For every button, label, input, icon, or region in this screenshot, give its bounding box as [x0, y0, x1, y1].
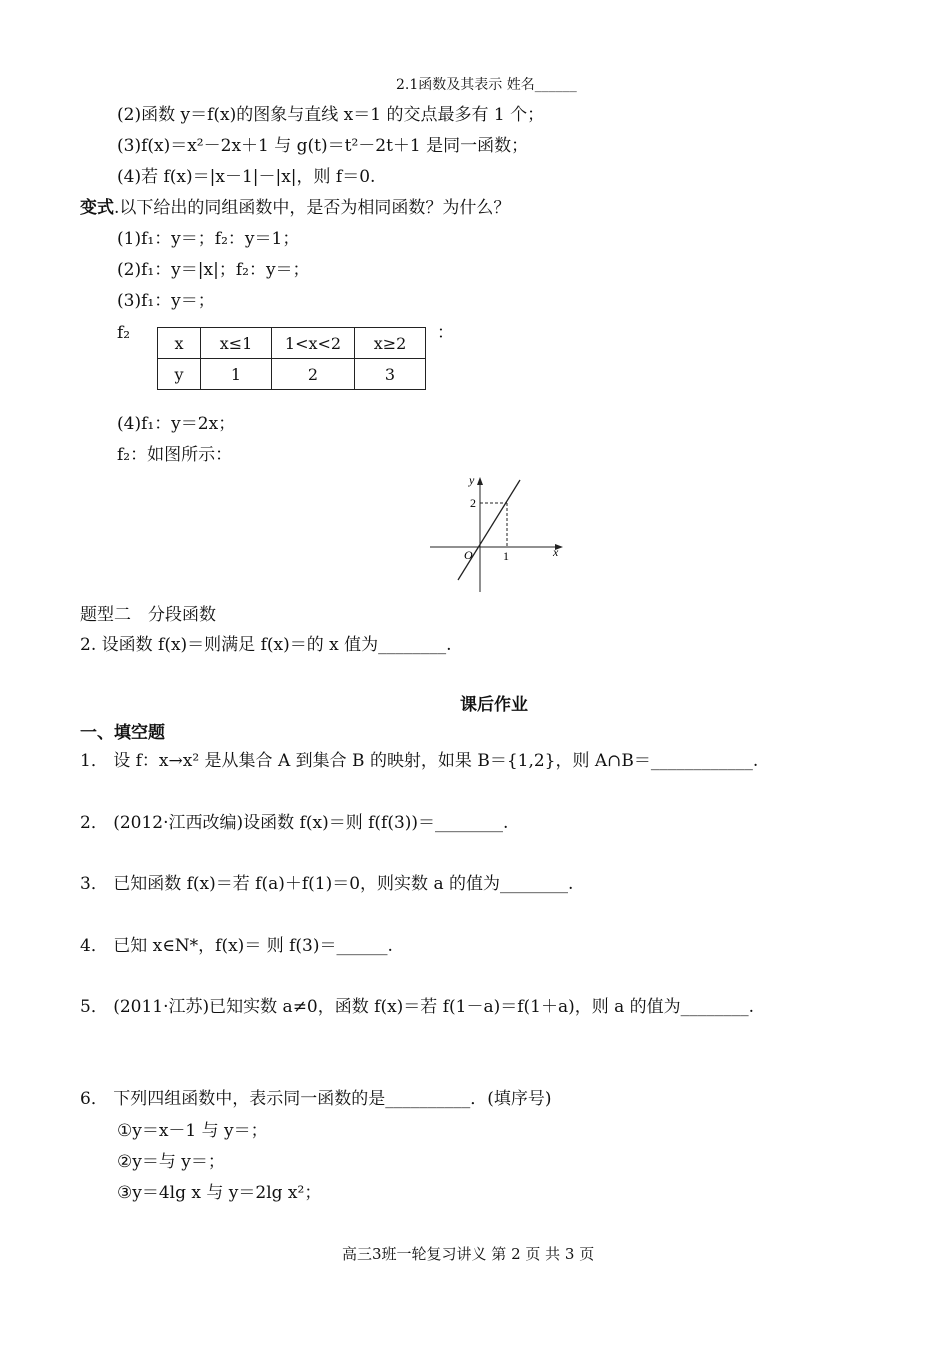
homework-question-2: 2． (2012·江西改编)设函数 f(x)＝则 f(f(3))＝________.	[80, 813, 509, 833]
function-line	[458, 480, 520, 580]
statement-2: (2)函数 y＝f(x)的图象与直线 x＝1 的交点最多有 1 个；	[117, 105, 545, 125]
variant-item-2: (2)f₁：y＝|x|；f₂：y＝；	[117, 260, 310, 280]
variant-item-4: (4)f₁：y＝2x；	[117, 414, 236, 434]
section-heading-type2: 题型二 分段函数	[80, 605, 216, 625]
y-axis-label: y	[469, 473, 475, 487]
option-3: ③y＝4lg x 与 y＝2lg x²；	[117, 1183, 322, 1203]
table-cell: x≤1	[201, 328, 272, 359]
homework-question-5: 5． (2011·江苏)已知实数 a≠0，函数 f(x)＝若 f(1－a)＝f(1＋a)，则 a 的值为________.	[80, 997, 755, 1017]
option-1: ①y＝x－1 与 y＝；	[117, 1121, 268, 1141]
homework-question-3: 3． 已知函数 f(x)＝若 f(a)＋f(1)＝0，则实数 a 的值为________.	[80, 874, 574, 894]
page-header: 2.1函数及其表示 姓名______	[396, 77, 577, 93]
section-fill-blank: 一、填空题	[80, 723, 165, 743]
variant-item-4-f2: f₂：如图所示：	[117, 445, 233, 465]
variant-item-1: (1)f₁：y＝；f₂：y＝1；	[117, 229, 300, 249]
table-cell: 3	[355, 359, 426, 390]
homework-question-4: 4． 已知 x∈N*，f(x)＝ 则 f(3)＝______.	[80, 936, 393, 956]
variant-text: .以下给出的同组函数中，是否为相同函数？为什么？	[114, 198, 511, 218]
table-colon: ：	[437, 323, 454, 343]
table-cell: x≥2	[355, 328, 426, 359]
function-graph	[430, 472, 570, 597]
x-axis-label: x	[553, 545, 559, 559]
page-footer: 高三3班一轮复习讲义 第 2 页 共 3 页	[342, 1245, 595, 1263]
option-2: ②y＝与 y＝；	[117, 1152, 225, 1172]
y-axis-arrow-icon	[477, 477, 483, 485]
variant-question	[80, 197, 510, 219]
f2-label: f₂	[117, 323, 131, 343]
variant-item-3: (3)f₁：y＝；	[117, 291, 215, 311]
homework-question-1: 1． 设 f：x→x² 是从集合 A 到集合 B 的映射，如果 B＝{1,2}，则 A∩B＝____________.	[80, 751, 759, 771]
table-cell: y	[158, 359, 201, 390]
table-row	[158, 328, 426, 359]
table-cell: x	[158, 328, 201, 359]
homework-question-6: 6． 下列四组函数中，表示同一函数的是__________．(填序号)	[80, 1089, 552, 1109]
y-tick-label: 2	[470, 496, 476, 510]
table-row	[158, 359, 426, 390]
question-2: 2. 设函数 f(x)＝则满足 f(x)＝的 x 值为________.	[80, 635, 452, 655]
x-tick-label: 1	[503, 549, 509, 563]
statement-4: (4)若 f(x)＝|x－1|－|x|，则 f＝0.	[117, 167, 376, 187]
variant-label: 变式	[80, 198, 114, 218]
table-cell: 2	[272, 359, 355, 390]
value-table	[157, 327, 426, 390]
table-cell: 1<x<2	[272, 328, 355, 359]
homework-title: 课后作业	[460, 695, 528, 715]
table-cell: 1	[201, 359, 272, 390]
origin-label: O	[464, 548, 473, 562]
statement-3: (3)f(x)＝x²－2x＋1 与 g(t)＝t²－2t＋1 是同一函数；	[117, 136, 529, 156]
